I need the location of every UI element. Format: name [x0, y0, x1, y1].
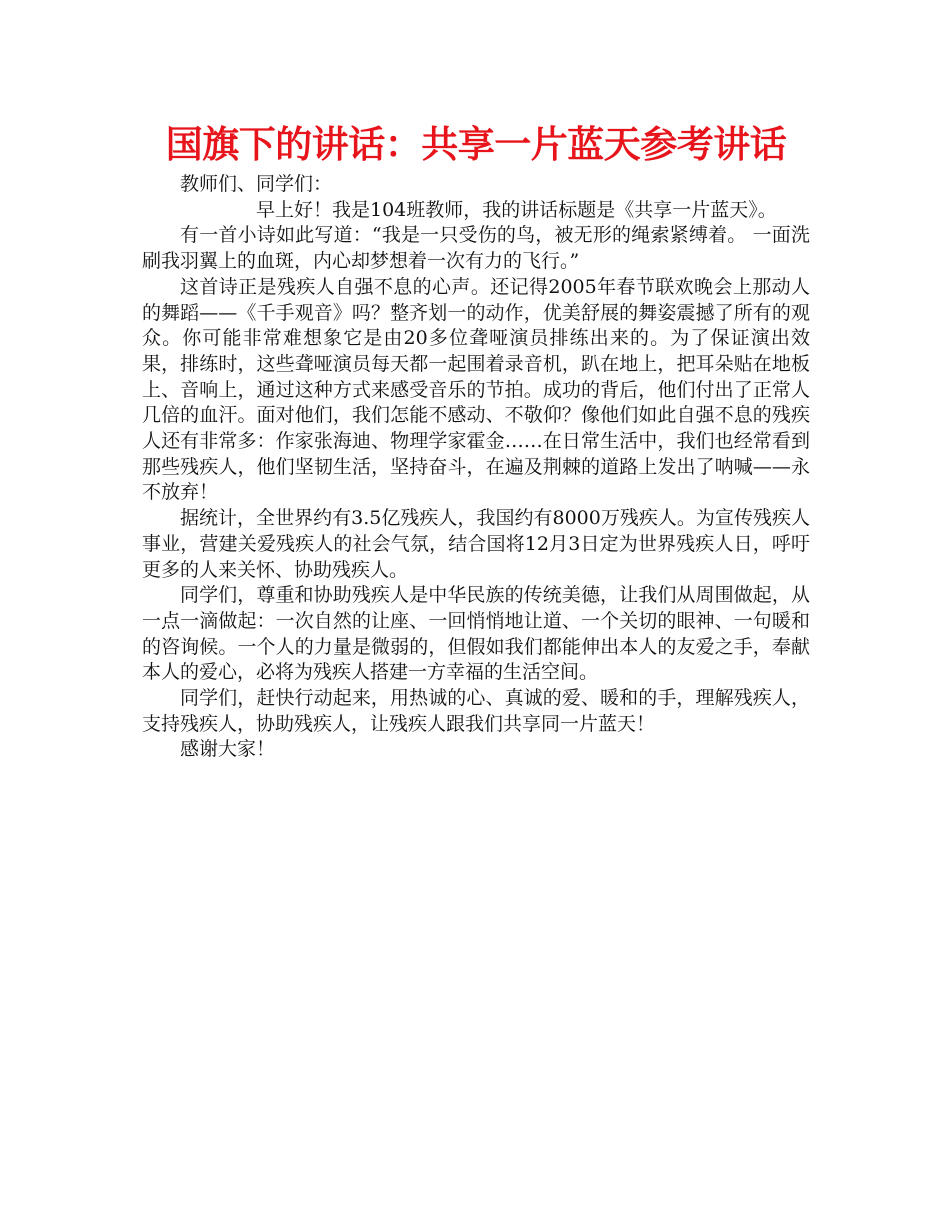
- body-paragraph: 这首诗正是残疾人自强不息的心声。还记得2005年春节联欢晚会上那动人的舞蹈——《千手观音》吗？整齐划一的动作，优美舒展的舞姿震撼了所有的观众。你可能非常难想象它是由20多位聋哑演员排练出来的。为了保证演出效果，排练时，这些聋哑演员每天都一起围着录音机，趴在地上，把耳朵贴在地板上、音响上，通过这种方式来感受音乐的节拍。成功的背后，他们付出了正常人几倍的血汗。面对他们，我们怎能不感动、不敬仰？像他们如此自强不息的残疾人还有非常多：作家张海迪、物理学家霍金……在日常生活中，我们也经常看到那些残疾人，他们坚韧生活，坚持奋斗，在遍及荆棘的道路上发出了呐喊——永不放弃！: [142, 275, 810, 504]
- salutation-paragraph: 教师们、同学们：: [180, 173, 333, 195]
- body-paragraph: 据统计，全世界约有3.5亿残疾人，我国约有8000万残疾人。为宣传残疾人事业，营建关爱残疾人的社会气氛，结合国将12月3日定为世界残疾人日，呼吁更多的人来关怀、协助残疾人。: [142, 507, 810, 581]
- poem-paragraph: 有一首小诗如此写道：“我是一只受伤的鸟，被无形的绳索紧缚着。 一面洗刷我羽翼上的血斑，内心却梦想着一次有力的飞行。”: [142, 224, 810, 273]
- body-paragraph: 同学们，赶快行动起来，用热诚的心、真诚的爱、暖和的手，理解残疾人，支持残疾人，协助残疾人，让残疾人跟我们共享同一片蓝天！: [142, 687, 810, 735]
- greeting-paragraph: 早上好！我是104班教师，我的讲话标题是《共享一片蓝天》。: [256, 198, 777, 221]
- closing-paragraph: 感谢大家！: [180, 738, 276, 761]
- document-title: 国旗下的讲话：共享一片蓝天参考讲话: [165, 123, 787, 166]
- body-paragraph: 同学们，尊重和协助残疾人是中华民族的传统美德，让我们从周围做起，从一点一滴做起：一次自然的让座、一回悄悄地让道、一个关切的眼神、一句暖和的咨询候。一个人的力量是微弱的，但假如我们都能伸出本人的友爱之手，奉献本人的爱心，必将为残疾人搭建一方幸福的生活空间。: [142, 584, 810, 684]
- document-body: [142, 172, 810, 763]
- document-page: [142, 118, 810, 763]
